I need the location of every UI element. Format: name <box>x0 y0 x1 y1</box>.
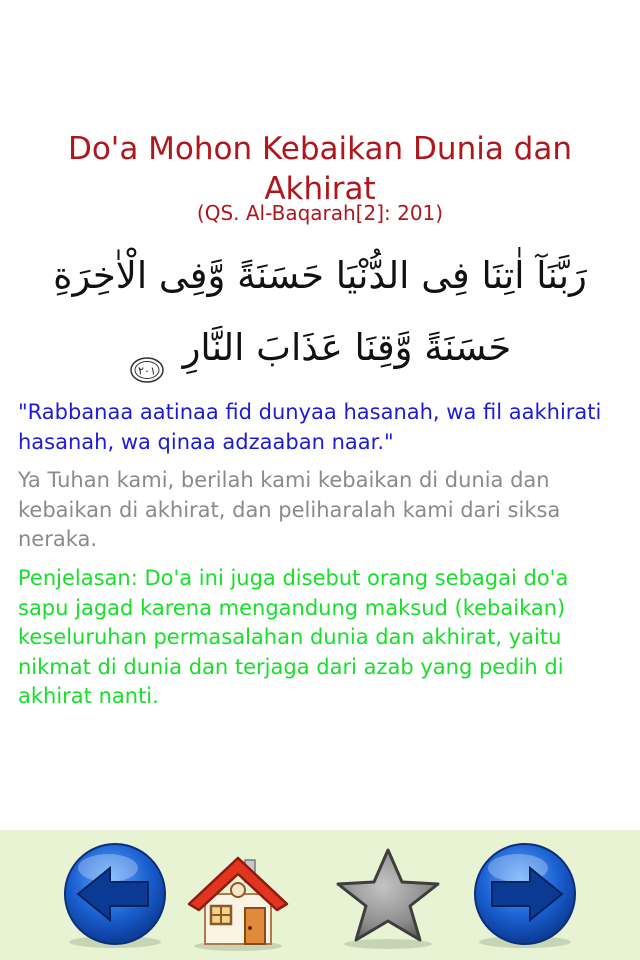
arabic-line-1: رَبَّنَآ اٰتِنَا فِى الدُّنْيَا حَسَنَةً وَّفِى الْاٰخِرَةِ <box>53 254 587 297</box>
favorite-button[interactable] <box>330 844 446 950</box>
next-button[interactable] <box>466 842 584 950</box>
arrow-left-icon <box>56 842 174 950</box>
arabic-line-2: حَسَنَةً وَّقِنَا عَذَابَ النَّارِ <box>182 326 512 369</box>
star-icon <box>330 844 446 950</box>
home-button[interactable] <box>183 848 293 952</box>
bottom-toolbar <box>0 830 640 960</box>
ayah-number: ٢٠١ <box>137 364 156 377</box>
arrow-right-icon <box>466 842 584 950</box>
page-title: Do'a Mohon Kebaikan Dunia dan Akhirat <box>67 130 573 207</box>
home-icon <box>183 848 293 952</box>
transliteration-text: "Rabbanaa aatinaa fid dunyaa hasanah, wa fil aakhirati hasanah, wa qinaa adzaaban naar." <box>18 400 602 454</box>
ayah-number-icon <box>129 336 165 377</box>
arabic-line-2-wrap <box>20 312 620 384</box>
previous-button[interactable] <box>56 842 174 950</box>
explanation-text: Penjelasan: Do'a ini juga disebut orang sebagai do'a sapu jagad karena mengandung maksud (kebaikan) keseluruhan permasalahan dunia dan akhirat, yaitu nikmat di dunia dan terjaga dari azab yang pedih di akhirat nanti. <box>18 566 569 708</box>
translation-text: Ya Tuhan kami, berilah kami kebaikan di dunia dan kebaikan di akhirat, dan peliharalah kami dari siksa neraka. <box>18 468 561 551</box>
verse-reference: (QS. Al-Baqarah[2]: 201) <box>196 201 444 225</box>
arabic-verse <box>20 240 620 384</box>
